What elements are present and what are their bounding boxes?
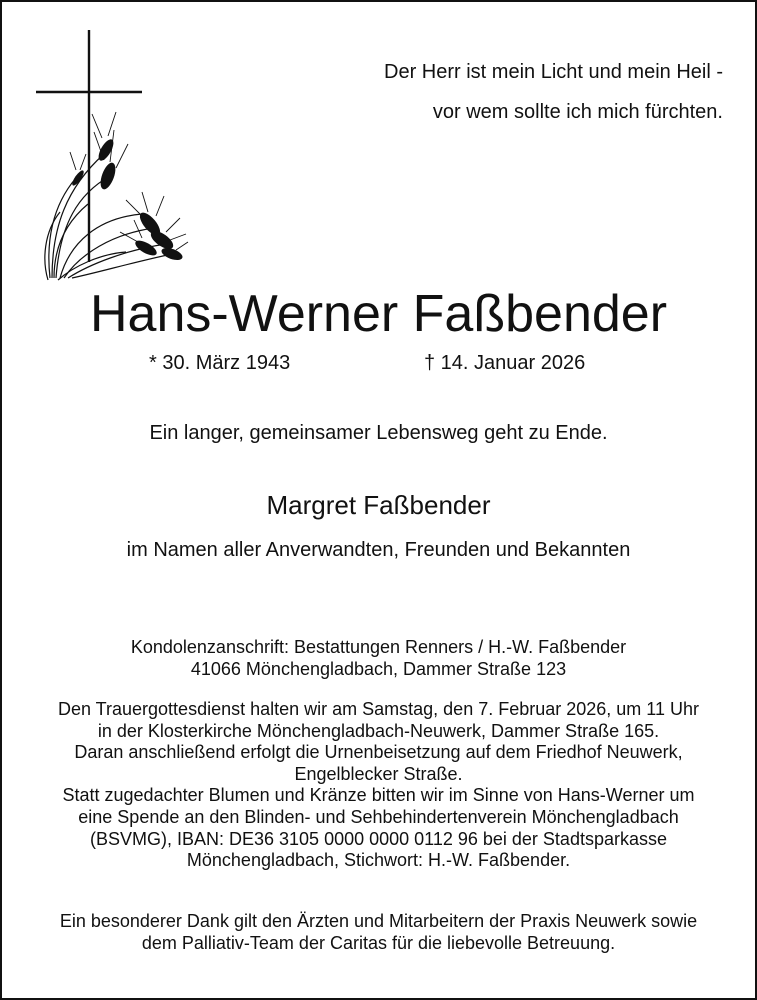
thanks-line: Ein besonderer Dank gilt den Ärzten und Mitarbeitern der Praxis Neuwerk sowie <box>59 911 698 931</box>
thanks-note <box>2 911 755 954</box>
service-line: Den Trauergottesdienst halten wir am Samstag, den 7. Februar 2026, um 11 Uhr <box>57 699 699 719</box>
cross-with-wheat-icon <box>30 28 190 282</box>
service-line: eine Spende an den Blinden- und Sehbehindertenverein Mönchengladbach <box>78 806 679 827</box>
on-behalf-line: im Namen aller Anverwandten, Freunden und Bekannten <box>126 539 631 561</box>
condolence-address <box>2 636 755 680</box>
bible-verse <box>384 52 723 132</box>
mourner-name: Margret Faßbender <box>266 490 491 520</box>
service-line: in der Klosterkirche Mönchengladbach-Neuwerk, Dammer Straße 165. <box>97 720 660 741</box>
service-line: Daran anschließend erfolgt die Urnenbeisetzung auf dem Friedhof Neuwerk, <box>74 742 683 763</box>
service-line: Statt zugedachter Blumen und Kränze bitten wir im Sinne von Hans-Werner um <box>62 785 695 806</box>
thanks-line: dem Palliativ-Team der Caritas für die liebevolle Betreuung. <box>141 932 616 953</box>
address-line: 41066 Mönchengladbach, Dammer Straße 123 <box>190 659 567 679</box>
verse-line: Der Herr ist mein Licht und mein Heil - <box>384 61 723 83</box>
verse-line: vor wem sollte ich mich fürchten. <box>432 101 723 123</box>
service-line: (BSVMG), IBAN: DE36 3105 0000 0000 0112 96 bei der Stadtsparkasse <box>89 828 667 849</box>
service-line: Mönchengladbach, Stichwort: H.-W. Faßbender. <box>186 850 571 871</box>
service-line: Engelblecker Straße. <box>294 763 463 784</box>
farewell-line: Ein langer, gemeinsamer Lebensweg geht zu Ende. <box>149 422 608 444</box>
address-line: Kondolenzanschrift: Bestattungen Renners / H.-W. Faßbender <box>130 637 627 657</box>
deceased-name: Hans-Werner Faßbender <box>89 285 668 343</box>
service-info <box>2 699 755 872</box>
birth-date: * 30. März 1943 <box>149 352 291 374</box>
death-date: † 14. Januar 2026 <box>424 352 586 374</box>
